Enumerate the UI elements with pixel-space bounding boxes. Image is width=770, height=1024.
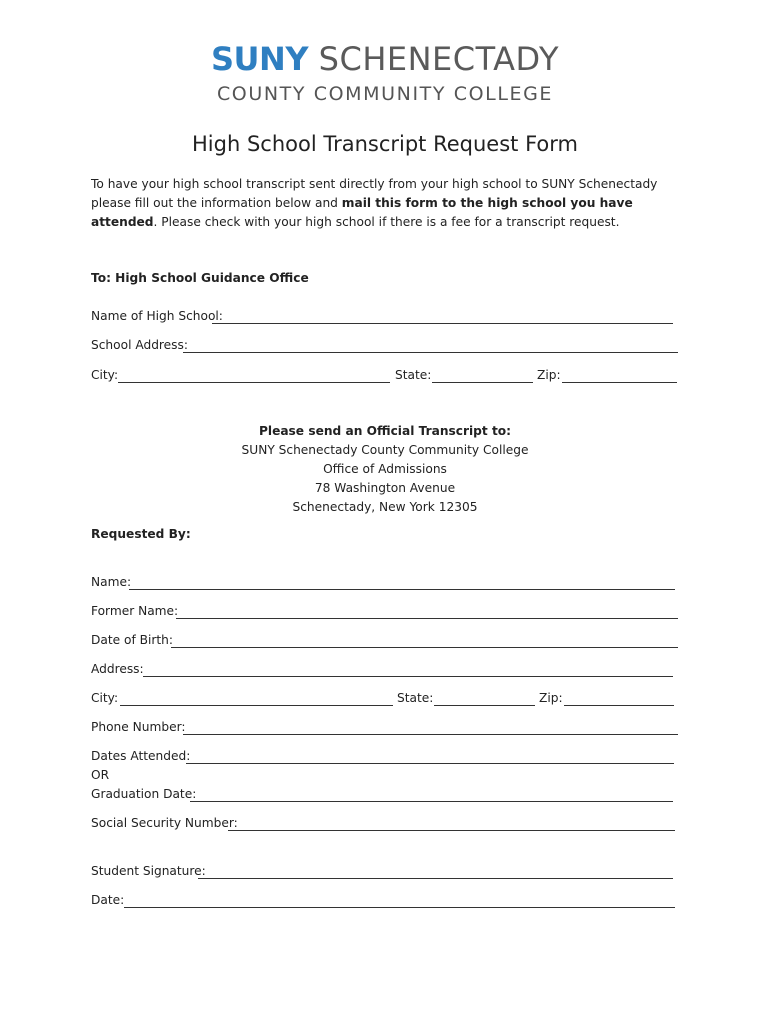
send-to-heading: Please send an Official Transcript to:	[258, 424, 512, 438]
city-label: City:	[91, 691, 119, 705]
former-name-field[interactable]	[176, 618, 678, 619]
school-address-label: School Address:	[91, 338, 188, 352]
dob-field[interactable]	[171, 647, 678, 648]
dob-label: Date of Birth:	[91, 633, 173, 647]
address-field[interactable]	[143, 676, 673, 677]
date-field[interactable]	[124, 907, 675, 908]
school-address-field[interactable]	[183, 352, 678, 353]
zip-field[interactable]	[564, 705, 674, 706]
school-zip-label: Zip:	[537, 368, 561, 382]
logo-suny: SUNY	[211, 40, 308, 78]
intro-text-2: . Please check with your high school if there is a fee for a transcript request.	[153, 215, 620, 229]
name-label: Name:	[91, 575, 132, 589]
ssn-field[interactable]	[228, 830, 675, 831]
ssn-label: Social Security Number:	[91, 816, 238, 830]
send-to-line-3: 78 Washington Avenue	[314, 481, 456, 495]
send-to-line-4: Schenectady, New York 12305	[292, 500, 478, 514]
date-label: Date:	[91, 893, 125, 907]
name-field[interactable]	[129, 589, 675, 590]
school-name-field[interactable]	[212, 323, 673, 324]
school-name-label: Name of High School:	[91, 309, 223, 323]
zip-label: Zip:	[539, 691, 563, 705]
state-label: State:	[397, 691, 434, 705]
school-city-label: City:	[91, 368, 119, 382]
state-field[interactable]	[434, 705, 535, 706]
signature-field[interactable]	[198, 878, 673, 879]
signature-label: Student Signature:	[91, 864, 206, 878]
logo-subtitle: COUNTY COMMUNITY COLLEGE	[216, 83, 554, 105]
logo-schenectady: SCHENECTADY	[318, 40, 559, 78]
school-city-field[interactable]	[118, 382, 390, 383]
intro-text-bold: mail this form to the high school you have attended	[91, 196, 633, 229]
send-to-address-block	[0, 422, 770, 517]
dates-attended-field[interactable]	[186, 763, 674, 764]
former-name-label: Former Name:	[91, 604, 179, 618]
graduation-date-field[interactable]	[190, 801, 673, 802]
school-zip-field[interactable]	[562, 382, 677, 383]
to-heading: To: High School Guidance Office	[91, 271, 309, 285]
college-logo	[0, 40, 770, 106]
graduation-date-label: Graduation Date:	[91, 787, 197, 801]
form-title: High School Transcript Request Form	[192, 132, 578, 156]
intro-paragraph	[91, 175, 691, 232]
send-to-line-1: SUNY Schenectady County Community College	[241, 443, 529, 457]
requested-by-heading: Requested By:	[91, 527, 191, 541]
city-field[interactable]	[120, 705, 393, 706]
phone-field[interactable]	[183, 734, 678, 735]
logo-wordmark	[0, 40, 770, 78]
send-to-line-2: Office of Admissions	[323, 462, 447, 476]
intro-text-1: To have your high school transcript sent directly from your high school to SUNY Schenectady please fill out the information below and	[91, 177, 658, 210]
dates-attended-label: Dates Attended:	[91, 749, 191, 763]
or-label: OR	[91, 768, 110, 782]
school-state-field[interactable]	[432, 382, 533, 383]
address-label: Address:	[91, 662, 144, 676]
school-state-label: State:	[395, 368, 432, 382]
phone-label: Phone Number:	[91, 720, 186, 734]
